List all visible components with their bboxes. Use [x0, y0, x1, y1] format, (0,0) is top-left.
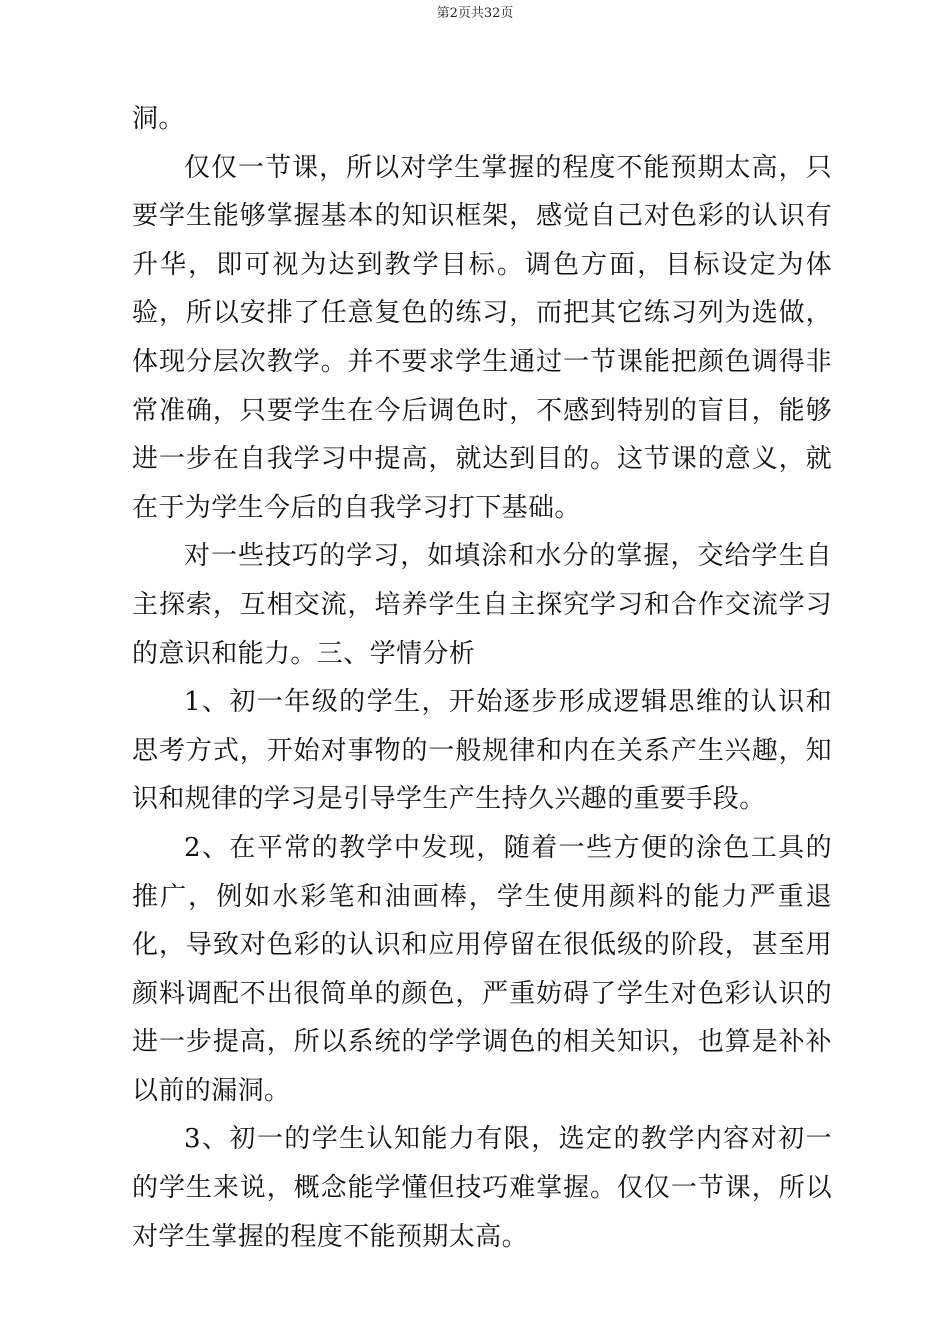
paragraph-teaching-goal: 仅仅一节课，所以对学生掌握的程度不能预期太高，只要学生能够掌握基本的知识框架，感觉自己对色彩的认识有升华，即可视为达到教学目标。调色方面，目标设定为体验，所以安排了任意复色的练习，而把其它练习列为选做，体现分层次教学。并不要求学生通过一节课能把颜色调得非常准确，只要学生在今后调色时，不感到特别的盲目，能够进一步在自我学习中提高，就达到目的。这节课的意义，就在于为学生今后的自我学习打下基础。: [132, 152, 832, 523]
paragraph-analysis-2: 2、在平常的教学中发现，随着一些方便的涂色工具的推广，例如水彩笔和油画棒，学生使用颜料的能力严重退化，导致对色彩的认识和应用停留在很低级的阶段，甚至用颜料调配不出很简单的颜色，严重妨碍了学生对色彩认识的进一步提高，所以系统的学学调色的相关知识，也算是补补以前的漏洞。: [132, 832, 832, 1106]
paragraph-analysis-1: 1、初一年级的学生，开始逐步形成逻辑思维的认识和思考方式，开始对事物的一般规律和内在关系产生兴趣，知识和规律的学习是引导学生产生持久兴趣的重要手段。: [132, 687, 832, 815]
paragraph-analysis-3: 3、初一的学生认知能力有限，选定的教学内容对初一的学生来说，概念能学懂但技巧难掌握。仅仅一节课，所以对学生掌握的程度不能预期太高。: [132, 1124, 832, 1252]
document-body: [132, 95, 832, 1261]
paragraph-continuation: 洞。: [132, 104, 185, 134]
page-number-header: 第2页共32页: [436, 6, 514, 21]
paragraph-skills: 对一些技巧的学习，如填涂和水分的掌握，交给学生自主探索，互相交流，培养学生自主探究学习和合作交流学习的意识和能力。三、学情分析: [132, 541, 832, 669]
